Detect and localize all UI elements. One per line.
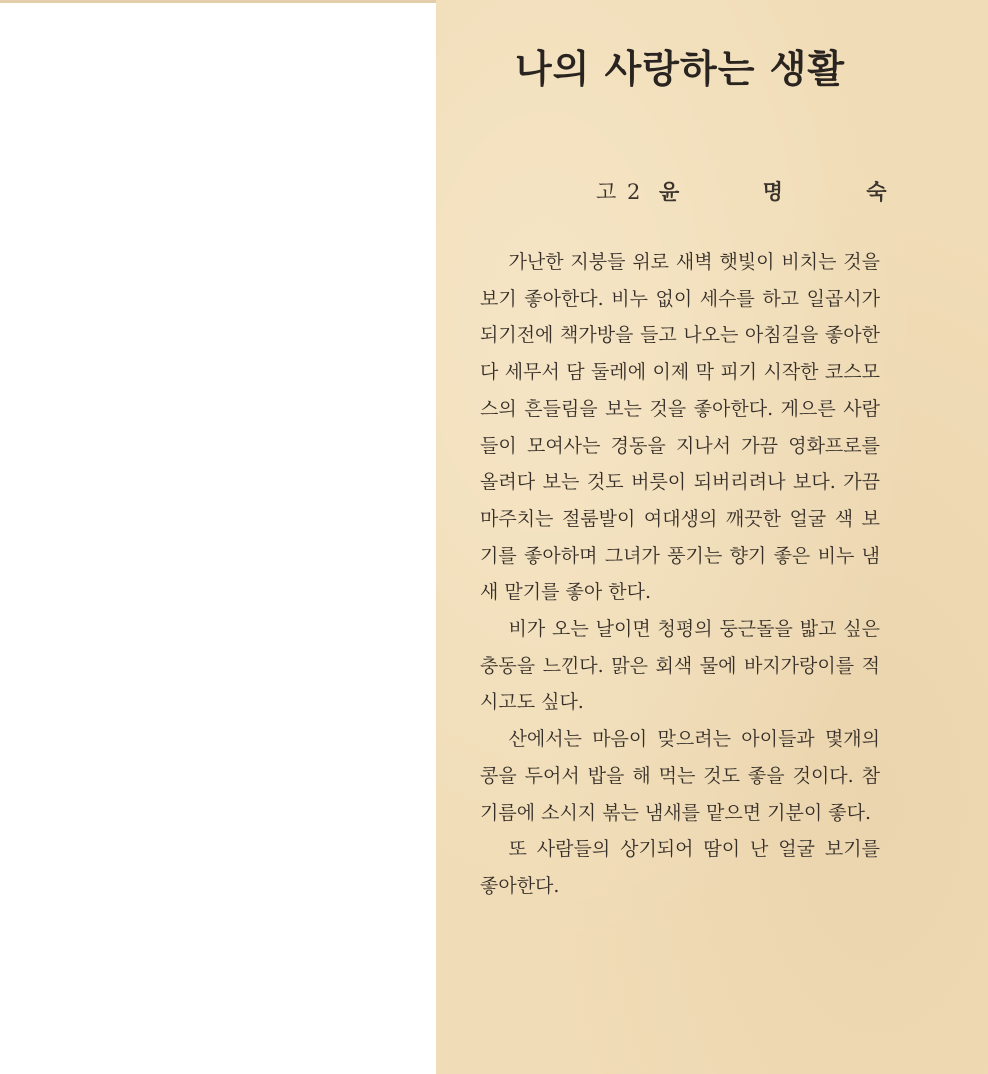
byline [596,176,925,206]
author-name: 윤 명 숙 [659,180,925,204]
paragraph-1: 가난한 지붕들 위로 새벽 햇빛이 비치는 것을 보기 좋아한다. 비누 없이 세수를 하고 일곱시가 되기전에 책가방을 들고 나오는 아침길을 좋아한다 세무서 담 둘레에 이제 막 피기 시작한 코스모스의 흔들림을 보는 것을 좋아한다. 게으른 사람들이 모여사는 경동을 지나서 가끔 영화프로를 올려다 보는 것도 버릇이 되버리려나 보다. 가끔 마주치는 절룸발이 여대생의 깨끗한 얼굴 색 보기를 좋아하며 그녀가 풍기는 향기 좋은 비누 냄새 맡기를 좋아 한다. [480,251,880,604]
article-body [480,244,880,905]
paragraph-2: 비가 오는 날이면 청평의 둥근돌을 밟고 싶은 충동을 느낀다. 맑은 회색 물에 바지가랑이를 적시고도 싶다. [480,618,880,714]
magazine-page [436,0,988,1074]
article-title: 나의 사랑하는 생활 [514,47,846,91]
paragraph-3: 산에서는 마음이 맞으려는 아이들과 몇개의 콩을 두어서 밥을 해 먹는 것도 좋을 것이다. 참기름에 소시지 볶는 냄새를 맡으면 기분이 좋다. [480,728,880,824]
author-grade: 고 2 [596,180,643,204]
adjacent-page-edge [0,0,436,3]
paragraph-4: 또 사람들의 상기되어 땀이 난 얼굴 보기를 좋아한다. [480,838,880,897]
